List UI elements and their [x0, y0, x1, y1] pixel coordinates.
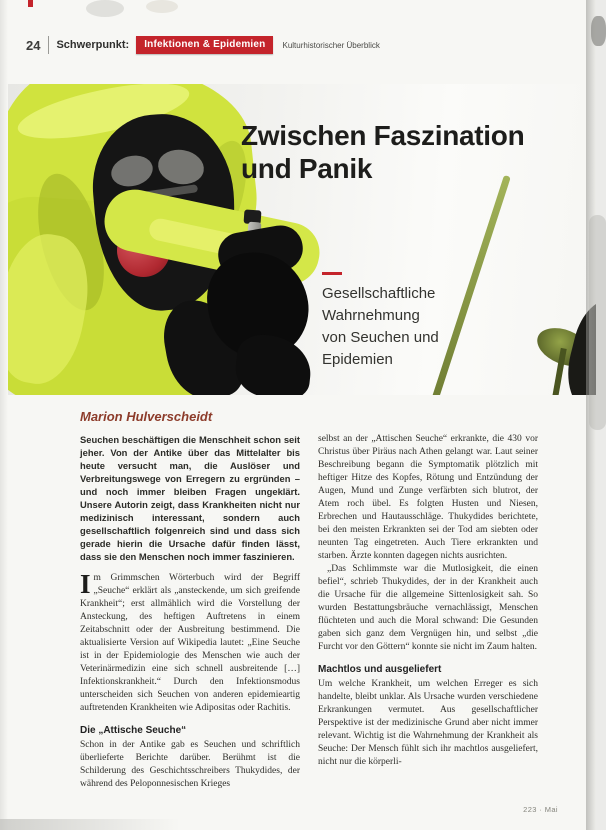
scan-smudge: [589, 215, 606, 430]
page-number: 24: [26, 37, 41, 53]
print-registration-mark: [28, 0, 33, 7]
article-title-line1: Zwischen Faszination: [241, 120, 525, 151]
article-title: [241, 119, 579, 185]
column-left: [80, 433, 300, 791]
scan-smudge: [86, 0, 124, 17]
dek-line: Gesellschaftliche: [322, 285, 436, 302]
scan-smudge: [146, 0, 178, 13]
topic-badge: Infektionen & Epidemien: [136, 36, 273, 54]
header-divider: [48, 36, 49, 54]
dek-line: Wahrnehmung: [322, 307, 420, 324]
body-paragraph: selbst an der „Attischen Seuche“ erkrankte, die 430 vor Christus über Piräus nach Athen gelangt war. Laut seiner Beschreibung begann die Symptomatik plötzlich mit heftiger Hitze des Kopfes, Rötung und Entzündung der Augen, Mund und Zunge verfärbten sich blutrot, der Atem roch übel. Es folgten Husten und Niesen, Erbrechen und Hautausschläge. Thukydides berichtete, bei den meisten Erkrankten sei der Tod am siebten oder neunten Tag eingetreten. Auch Tiere erkrankten und starben. Ärzte konnten dagegen nichts ausrichten.: [318, 434, 538, 561]
body-paragraph: Um welche Krankheit, um welchen Erreger es sich handelte, bleibt unklar. Als Ursache wurden verschiedene Erkrankungen vermutet. Aus gesellschaftlicher Perspektive ist der medizinische Grund aber nicht immer relevant. Wichtig ist die Wahrnehmung der Krankheit als Seuche: Der Mensch fühlt sich ihr machtlos ausgeliefert, nicht nur die körperli-: [318, 679, 538, 767]
scan-left-edge: [0, 0, 8, 830]
section-label: Schwerpunkt:: [56, 39, 130, 51]
drop-cap: I: [80, 569, 91, 599]
dek-rule: [322, 272, 342, 275]
subheading-machtlos: Machtlos und ausgeliefert: [318, 664, 442, 675]
body-text: m Grimmschen Wörterbuch wird der Begriff „Seuche“ erklärt als „ansteckende, um sich greifende Krankheit“; erst allmählich wird die Vorstellung der Ansteckung, des heftigen Auftretens in einem Zeitabschnitt oder der Ausbreitung bestimmend. Die aktualisierte Version auf Wikipedia lautet: „Eine Seuche ist in der Epidemiologie des Menschen wie auch der Veterinärmedizin eine sich schnell ausbreitende […] Infektionskrankheit.“ Durch den Infektionsmodus unterscheiden sich Seuchen von anderen epidemieartig auftretenden Krankheiten wie Adipositas oder Rachitis.: [80, 573, 300, 713]
glove-sleeve-shape: [233, 332, 314, 395]
subheading-attische-seuche: Die „Attische Seuche“: [80, 725, 187, 736]
article-dek: [322, 283, 472, 371]
page-footer: 223 · Mai: [523, 805, 558, 814]
article-title-line2: und Panik: [241, 153, 373, 184]
topic-label: Kulturhistorischer Überblick: [282, 40, 380, 50]
dek-line: von Seuchen und: [322, 329, 439, 346]
body-paragraph: [80, 569, 300, 715]
scan-smudge: [591, 16, 606, 46]
column-right: [318, 433, 538, 769]
dek-line: Epidemien: [322, 351, 393, 368]
lead-paragraph: Seuchen beschäftigen die Menschheit schon seit jeher. Von der Antike über das Mittelalter bis heute versucht man, die Auslöser und Verbreitungswege von Erregern zu ergründen – und noch immer bleiben Fragen ungeklärt. Unsere Autorin zeigt, dass Krankheiten nicht nur medizinisch interessant, sondern auch gesellschaftlich folgenreich sind und dass sich gerade hierin die Ursache dafür finden lässt, dass sie den Menschen noch immer faszinieren.: [80, 434, 300, 562]
body-paragraph: „Das Schlimmste war die Mutlosigkeit, die einen befiel“, schrieb Thukydides, der in der Krankheit auch die Ursache für die allgemeine Sittenlosigkeit sah. So wurden Bestattungsbräuche vernachlässigt, Menschen flüchteten und auch die Moral schwand: Die Gesunden gaben sich ganz dem Vergnügen hin, und selbst „die Furcht vor den Göttern“ konnte sie nicht im Zaum halten.: [318, 564, 538, 652]
page-header: [26, 34, 380, 56]
author-name: Marion Hulverscheidt: [80, 409, 213, 424]
body-paragraph: Schon in der Antike gab es Seuchen und schriftlich überlieferte Berichte darüber. Berühmt ist die Schilderung des Geschichtsschreibers Thukydides, der während des Peloponnesischen Krieges: [80, 740, 300, 789]
scan-bottom-shadow: [0, 819, 180, 830]
